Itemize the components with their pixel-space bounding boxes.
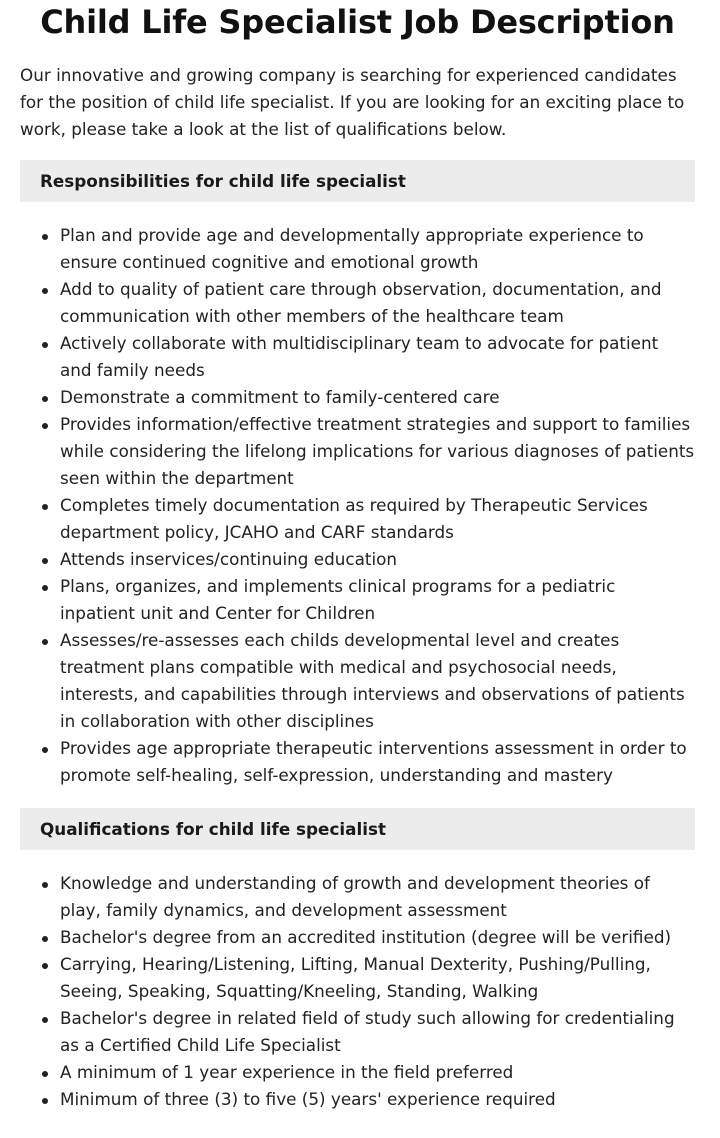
list-item: Bachelor's degree from an accredited institution (degree will be verified) (20, 924, 695, 951)
responsibilities-list (20, 222, 695, 789)
responsibilities-heading: Responsibilities for child life specialist (20, 160, 695, 202)
list-item: Actively collaborate with multidisciplinary team to advocate for patient and family needs (20, 330, 695, 384)
list-item: Plans, organizes, and implements clinical programs for a pediatric inpatient unit and Center for Children (20, 573, 695, 627)
list-item: Carrying, Hearing/Listening, Lifting, Manual Dexterity, Pushing/Pulling, Seeing, Speaking, Squatting/Kneeling, Standing, Walking (20, 951, 695, 1005)
list-item: Plan and provide age and developmentally appropriate experience to ensure continued cognitive and emotional growth (20, 222, 695, 276)
qualifications-heading: Qualifications for child life specialist (20, 808, 695, 850)
list-item: Knowledge and understanding of growth and development theories of play, family dynamics, and development assessment (20, 870, 695, 924)
intro-paragraph: Our innovative and growing company is searching for experienced candidates for the position of child life specialist. If you are looking for an exciting place to work, please take a look at the list of qualifications below. (20, 65, 685, 139)
list-item: Assesses/re-assesses each childs developmental level and creates treatment plans compatible with medical and psychosocial needs, interests, and capabilities through interviews and observations of patients in collaboration with other disciplines (20, 627, 695, 735)
list-item: Add to quality of patient care through observation, documentation, and communication with other members of the healthcare team (20, 276, 695, 330)
list-item: Bachelor's degree in related field of study such allowing for credentialing as a Certified Child Life Specialist (20, 1005, 695, 1059)
list-item: Attends inservices/continuing education (20, 546, 695, 573)
list-item: Provides age appropriate therapeutic interventions assessment in order to promote self-healing, self-expression, understanding and mastery (20, 735, 695, 789)
list-item: Demonstrate a commitment to family-centered care (20, 384, 695, 411)
qualifications-list (20, 870, 695, 1113)
page-title: Child Life Specialist Job Description (40, 3, 675, 41)
list-item: A minimum of 1 year experience in the field preferred (20, 1059, 695, 1086)
list-item: Minimum of three (3) to five (5) years' experience required (20, 1086, 695, 1113)
list-item: Provides information/effective treatment strategies and support to families while considering the lifelong implications for various diagnoses of patients seen within the department (20, 411, 695, 492)
list-item: Completes timely documentation as required by Therapeutic Services department policy, JCAHO and CARF standards (20, 492, 695, 546)
